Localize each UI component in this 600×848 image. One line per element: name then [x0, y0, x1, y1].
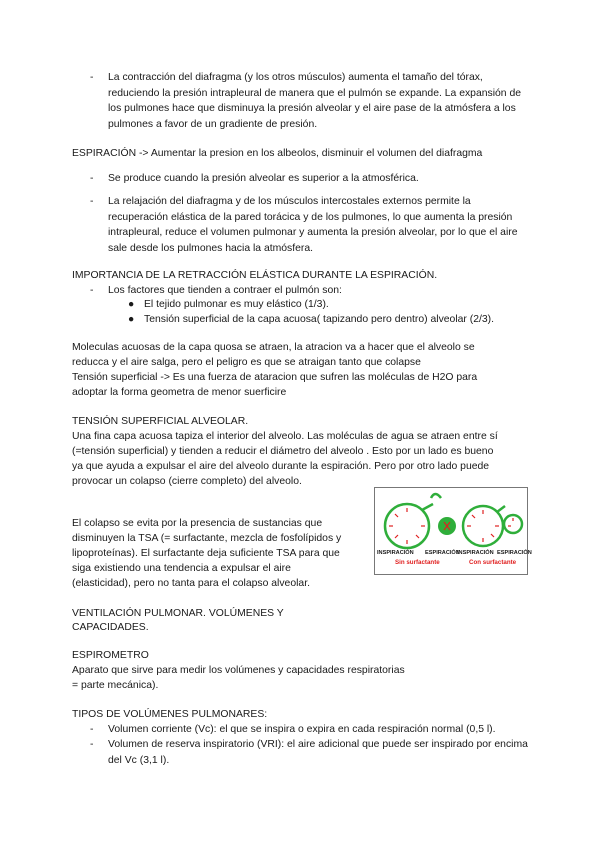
- dash-mark: -: [90, 196, 94, 207]
- colapso-line: siga existiendo una tendencia a expulsar el aire: [72, 563, 291, 574]
- right-label-inspiracion: INSPIRACIÓN: [457, 550, 494, 556]
- importancia-note-line: reducca y el aire salga, pero el peligro es que se atraigan tanto que colapse: [72, 357, 421, 368]
- tension-line: provocar un colapso (cierre completo) del alveolo.: [72, 476, 302, 487]
- espirometro-line: = parte mecánica).: [72, 680, 159, 691]
- alveoli-diagram: [375, 488, 532, 574]
- ventilacion-heading-line: CAPACIDADES.: [72, 622, 149, 633]
- alveolus-right: [463, 506, 522, 546]
- importancia-heading: IMPORTANCIA DE LA RETRACCIÓN ELÁSTICA DURANTE LA ESPIRACIÓN.: [72, 270, 438, 281]
- dash-mark: -: [90, 285, 94, 296]
- ventilacion-heading-line: VENTILACIÓN PULMONAR. VOLÚMENES Y: [72, 608, 284, 619]
- right-label-espiracion: ESPIRACIÓN: [497, 550, 532, 556]
- tension-line: (=tensión superficial) y tienden a reducir el diámetro del alveolo . Esto por un lado es bueno: [72, 446, 494, 457]
- surfactant-figure: [374, 487, 532, 575]
- tension-line: ya que ayuda a expulsar el aire del alveolo durante la espiración. Pero por otro lado puede: [72, 461, 490, 472]
- left-label-espiracion: ESPIRACIÓN: [425, 550, 460, 556]
- right-caption: Con surfactante: [469, 559, 517, 566]
- bullet-dot: ●: [128, 314, 135, 325]
- espirometro-heading: ESPIROMETRO: [72, 650, 149, 661]
- left-label-inspiracion: INSPIRACIÓN: [377, 550, 414, 556]
- tipos-item-text: Volumen de reserva inspiratorio (VRI): el aire adicional que puede ser inspirado por encima del Vc (3,1 l).: [108, 739, 528, 766]
- espiracion-item-text: Se produce cuando la presión alveolar es superior a la atmosférica.: [108, 173, 419, 184]
- espirometro-line: Aparato que sirve para medir los volúmenes y capacidades respiratorias: [72, 665, 405, 676]
- colapso-line: disminuyen la TSA (= surfactante, mezcla de fosfolípidos y: [72, 533, 342, 544]
- subitem-text: El tejido pulmonar es muy elástico (1/3).: [144, 299, 329, 310]
- espiracion-heading: ESPIRACIÓN -> Aumentar la presion en los albeolos, disminuir el volumen del diafragma: [72, 148, 483, 159]
- colapso-line: lipoproteínas). El surfactante deja suficiente TSA para que: [72, 548, 340, 559]
- importancia-note-line: Tensión superficial -> Es una fuerza de ataracion que sufren las moléculas de H2O para: [72, 372, 478, 383]
- colapso-line: (elasticidad), pero no tanta para el colapso alveolar.: [72, 578, 310, 589]
- tension-heading: TENSIÓN SUPERFICIAL ALVEOLAR.: [72, 416, 249, 427]
- bullet-dot: ●: [128, 299, 135, 310]
- tipos-item-text: Volumen corriente (Vc): el que se inspira o expira en cada respiración normal (0,5 l).: [108, 724, 496, 735]
- tipos-heading: TIPOS DE VOLÚMENES PULMONARES:: [72, 709, 268, 720]
- tension-line: Una fina capa acuosa tapiza el interior del alveolo. Las moléculas de agua se atraen entre sí: [72, 431, 498, 442]
- importancia-note-line: adoptar la forma geometra de menor suerficire: [72, 387, 287, 398]
- intro-list-text: La contracción del diafragma (y los otros músculos) aumenta el tamaño del tórax, reduciendo la presión intrapleural de manera que el pulmón se expande. La expansión de los pulmones hace que disminuya la presión alveolar y el aire pase de la atmósfera a los pulmones a favor de un gradiente de presión.: [108, 72, 522, 130]
- left-caption: Sin surfactante: [395, 559, 440, 566]
- dash-mark: -: [90, 739, 94, 750]
- dash-mark: -: [90, 72, 94, 83]
- dash-mark: -: [90, 724, 94, 735]
- colapso-line: El colapso se evita por la presencia de sustancias que: [72, 518, 323, 529]
- importancia-note-line: Moleculas acuosas de la capa quosa se atraen, la atracion va a hacer que el alveolo se: [72, 342, 475, 353]
- subitem-text: Tensión superficial de la capa acuosa( tapizando pero dentro) alveolar (2/3).: [144, 314, 495, 325]
- alveolus-left: [385, 494, 456, 548]
- espiracion-item-text: La relajación del diafragma y de los músculos intercostales externos permite la recuperación elástica de la pared torácica y de los pulmones, lo que aumenta la presión intrapleural, reduce el volumen pulmonar y aumenta la presión alveolar, por lo que el aire sale desde los pulmones hacia la atmósfera.: [108, 196, 518, 254]
- importancia-item-text: Los factores que tienden a contraer el pulmón son:: [108, 285, 342, 296]
- dash-mark: -: [90, 173, 94, 184]
